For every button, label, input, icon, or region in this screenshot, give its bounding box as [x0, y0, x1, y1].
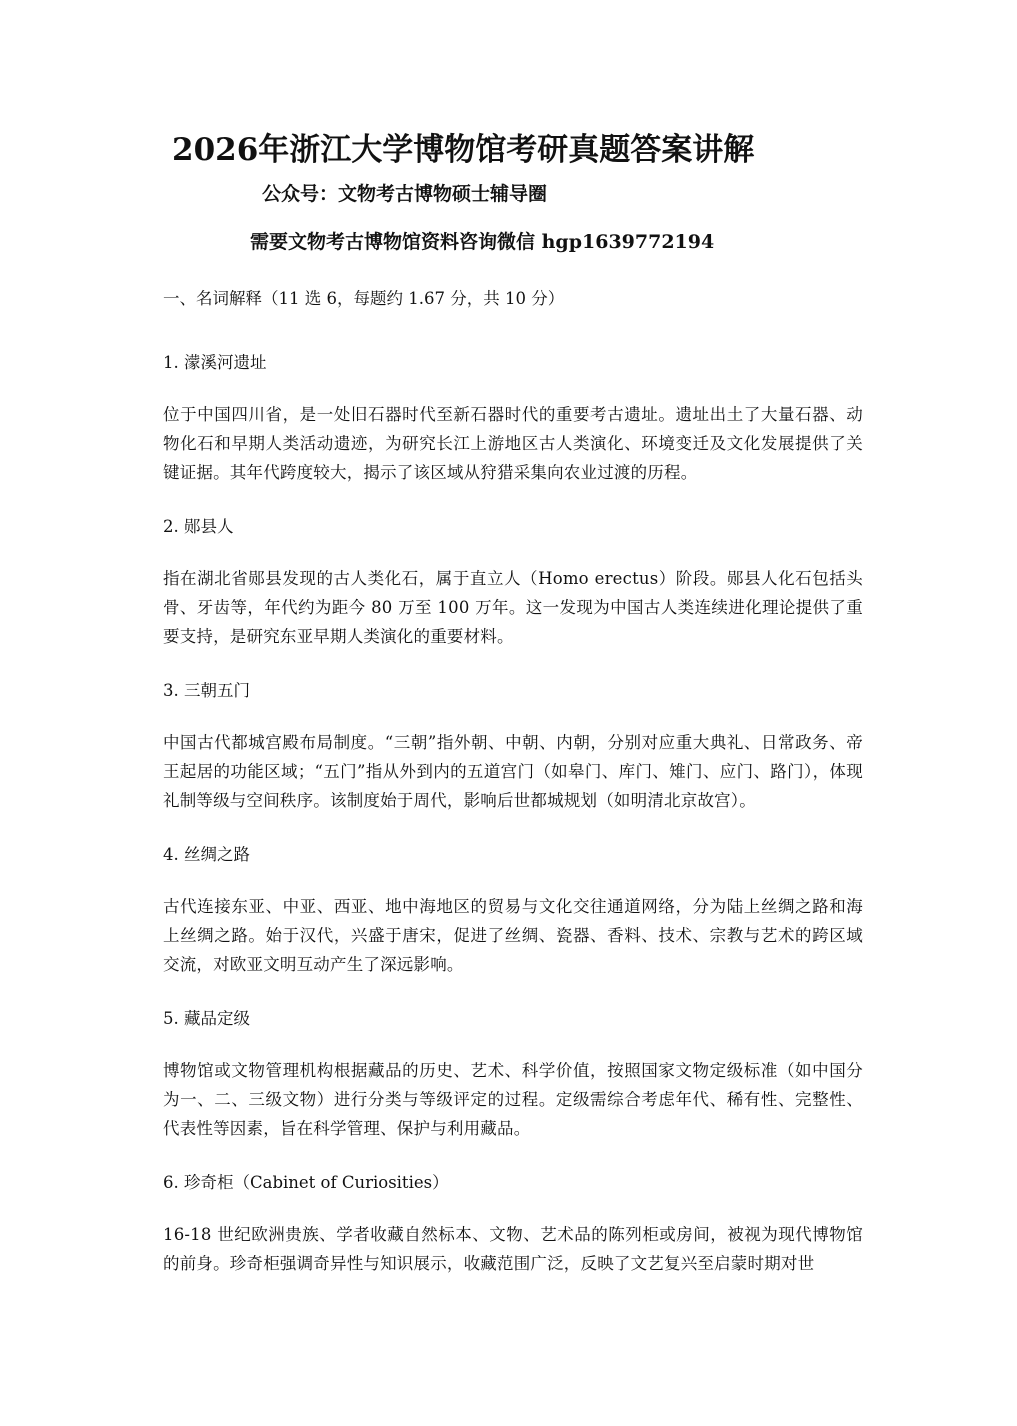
term-item [163, 350, 863, 487]
wechat-account-line: 公众号：文物考古博物硕士辅导圈 [262, 183, 548, 205]
term-heading: 1. 濛溪河遗址 [163, 353, 267, 372]
document-body [163, 286, 863, 1305]
term-heading: 4. 丝绸之路 [163, 845, 250, 864]
term-heading: 3. 三朝五门 [163, 681, 250, 700]
term-heading: 2. 郧县人 [163, 517, 234, 536]
term-description: 中国古代都城宫殿布局制度。“三朝”指外朝、中朝、内朝，分别对应重大典礼、日常政务、帝王起居的功能区域；“五门”指从外到内的五道宫门（如皋门、库门、雉门、应门、路门），体现礼制等级与空间秩序。该制度始于周代，影响后世都城规划（如明清北京故宫）。 [163, 733, 863, 810]
term-item [163, 842, 863, 979]
term-description: 位于中国四川省，是一处旧石器时代至新石器时代的重要考古遗址。遗址出土了大量石器、动物化石和早期人类活动遗迹，为研究长江上游地区古人类演化、环境变迁及文化发展提供了关键证据。其年代跨度较大，揭示了该区域从狩猎采集向农业过渡的历程。 [163, 405, 863, 482]
term-heading: 6. 珍奇柜（Cabinet of Curiosities） [163, 1173, 449, 1192]
contact-line: 需要文物考古博物馆资料咨询微信 hgp1639772194 [250, 231, 715, 253]
term-description: 博物馆或文物管理机构根据藏品的历史、艺术、科学价值，按照国家文物定级标准（如中国分为一、二、三级文物）进行分类与等级评定的过程。定级需综合考虑年代、稀有性、完整性、代表性等因素，旨在科学管理、保护与利用藏品。 [163, 1061, 863, 1138]
term-heading: 5. 藏品定级 [163, 1009, 250, 1028]
term-description: 古代连接东亚、中亚、西亚、地中海地区的贸易与文化交往通道网络，分为陆上丝绸之路和海上丝绸之路。始于汉代，兴盛于唐宋，促进了丝绸、瓷器、香料、技术、宗教与艺术的跨区域交流，对欧亚文明互动产生了深远影响。 [163, 897, 863, 974]
document-title: 2026年浙江大学博物馆考研真题答案讲解 [172, 132, 755, 168]
term-description: 指在湖北省郧县发现的古人类化石，属于直立人（Homo erectus）阶段。郧县人化石包括头骨、牙齿等，年代约为距今 80 万至 100 万年。这一发现为中国古人类连续进化理论提供了重要支持，是研究东亚早期人类演化的重要材料。 [163, 569, 863, 646]
term-item [163, 1170, 863, 1278]
term-item [163, 678, 863, 815]
term-item [163, 1006, 863, 1143]
term-item [163, 514, 863, 651]
section-heading: 一、名词解释（11 选 6，每题约 1.67 分，共 10 分） [163, 289, 565, 308]
term-description: 16-18 世纪欧洲贵族、学者收藏自然标本、文物、艺术品的陈列柜或房间，被视为现代博物馆的前身。珍奇柜强调奇异性与知识展示，收藏范围广泛，反映了文艺复兴至启蒙时期对世 [163, 1225, 863, 1273]
